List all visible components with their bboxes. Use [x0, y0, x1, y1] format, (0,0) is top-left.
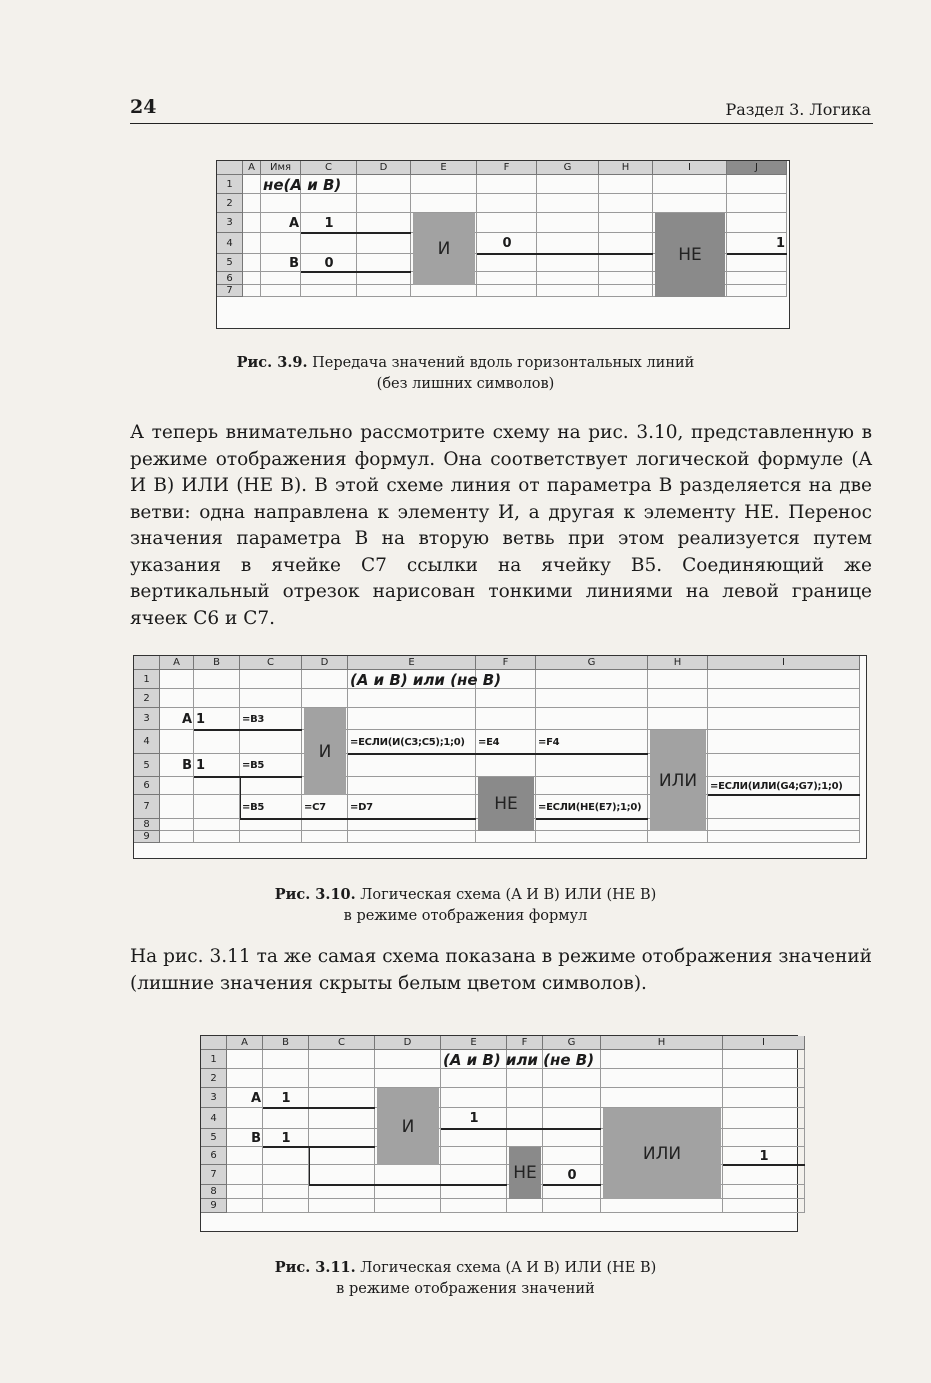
sheet-cell	[357, 194, 411, 213]
sheet-cell	[476, 831, 536, 843]
wire-line	[240, 777, 241, 819]
wire-line	[727, 253, 787, 255]
row-header: 9	[134, 831, 160, 843]
column-header: E	[348, 656, 476, 670]
figure-3-11-spreadsheet	[200, 1035, 798, 1232]
sheet-cell	[261, 272, 301, 285]
sheet-cell	[708, 831, 860, 843]
column-header: H	[601, 1036, 723, 1050]
column-header: I	[723, 1036, 805, 1050]
cell-f4: =E4	[478, 736, 500, 748]
row-header: 4	[217, 233, 243, 254]
sheet-cell	[727, 175, 787, 194]
column-header: A	[227, 1036, 263, 1050]
sheet-cell	[441, 1088, 507, 1108]
sheet-cell	[263, 1147, 309, 1165]
cell-e4: =ЕСЛИ(И(C3;C5);1;0)	[350, 736, 465, 748]
column-header: Имя	[261, 161, 301, 175]
value-a: 1	[196, 711, 206, 727]
column-header: F	[507, 1036, 543, 1050]
sheet-cell	[537, 233, 599, 254]
column-header: E	[441, 1036, 507, 1050]
sheet-cell	[309, 1050, 375, 1069]
sheet-cell	[727, 194, 787, 213]
sheet-cell	[261, 285, 301, 297]
column-header: G	[536, 656, 648, 670]
column-header: C	[309, 1036, 375, 1050]
sheet-cell	[536, 831, 648, 843]
row-header: 2	[217, 194, 243, 213]
row-header: 4	[201, 1108, 227, 1129]
sheet-cell	[441, 1199, 507, 1213]
sheet-cell	[348, 777, 476, 795]
sheet-cell	[601, 1088, 723, 1108]
sheet-cell	[227, 1185, 263, 1199]
caption-number: Рис. 3.10.	[274, 886, 356, 903]
sheet-corner	[201, 1036, 227, 1050]
sheet-cell	[648, 670, 708, 689]
cell-g4: =F4	[538, 736, 560, 748]
sheet-cell	[477, 254, 537, 272]
sheet-cell	[302, 689, 348, 708]
sheet-cell	[543, 1185, 601, 1199]
sheet-cell	[194, 777, 240, 795]
column-header: G	[543, 1036, 601, 1050]
sheet-cell	[375, 1069, 441, 1088]
sheet-cell	[507, 1088, 543, 1108]
sheet-corner	[217, 161, 243, 175]
sheet-cell	[357, 233, 411, 254]
sheet-cell	[263, 1185, 309, 1199]
row-header: 7	[201, 1165, 227, 1185]
label-b: В	[289, 255, 299, 271]
sheet-cell	[348, 754, 476, 777]
sheet-cell	[160, 831, 194, 843]
row-header: 7	[134, 795, 160, 819]
sheet-cell	[441, 1069, 507, 1088]
sheet-cell	[477, 194, 537, 213]
sheet-cell	[309, 1147, 375, 1165]
sheet-cell	[240, 819, 302, 831]
column-header: F	[476, 656, 536, 670]
sheet-cell	[240, 689, 302, 708]
sheet-cell	[543, 1199, 601, 1213]
sheet-cell	[160, 777, 194, 795]
wire-line	[194, 776, 302, 778]
sheet-cell	[302, 670, 348, 689]
sheet-cell	[301, 233, 357, 254]
row-header: 4	[134, 730, 160, 754]
wire-line	[309, 1147, 310, 1185]
sheet-cell	[537, 254, 599, 272]
sheet-cell	[309, 1069, 375, 1088]
label-b: В	[251, 1130, 261, 1146]
value-a: 1	[281, 1090, 291, 1106]
column-header: D	[375, 1036, 441, 1050]
wire-line	[348, 753, 648, 755]
gate-and: И	[377, 1088, 439, 1165]
sheet-cell	[309, 1129, 375, 1147]
column-header: C	[240, 656, 302, 670]
sheet-cell	[301, 272, 357, 285]
sheet-cell	[543, 1088, 601, 1108]
wire-line	[536, 818, 648, 820]
value-b: 1	[196, 758, 206, 773]
sheet-cell	[723, 1108, 805, 1129]
sheet-cell	[243, 194, 261, 213]
column-header: D	[302, 656, 348, 670]
sheet-cell	[302, 831, 348, 843]
row-header: 1	[217, 175, 243, 194]
section-title: Раздел 3. Логика	[725, 100, 871, 119]
sheet-cell	[543, 1108, 601, 1129]
column-header: A	[243, 161, 261, 175]
sheet-cell	[263, 1165, 309, 1185]
sheet-cell	[543, 1129, 601, 1147]
sheet-cell	[507, 1108, 543, 1129]
sheet-cell	[537, 213, 599, 233]
sheet-cell	[727, 213, 787, 233]
column-header: I	[708, 656, 860, 670]
sheet-cell	[601, 1050, 723, 1069]
column-header: H	[599, 161, 653, 175]
row-header: 3	[134, 708, 160, 730]
wire-line	[194, 729, 302, 731]
sheet-cell	[357, 254, 411, 272]
row-header: 7	[217, 285, 243, 297]
row-header: 8	[134, 819, 160, 831]
sheet-cell	[536, 754, 648, 777]
sheet-cell	[227, 1165, 263, 1185]
sheet-cell	[599, 175, 653, 194]
wire-line	[477, 253, 653, 255]
sheet-cell	[348, 831, 476, 843]
label-a: А	[288, 215, 299, 231]
sheet-cell	[599, 272, 653, 285]
sheet-cell	[727, 285, 787, 297]
gate-not: НЕ	[509, 1147, 541, 1199]
or-output: 1	[759, 1148, 769, 1164]
sheet-cell	[708, 670, 860, 689]
row-header: 5	[134, 754, 160, 777]
row-header: 2	[201, 1069, 227, 1088]
sheet-cell	[375, 1185, 441, 1199]
sheet-cell	[708, 754, 860, 777]
wire-line	[441, 1128, 601, 1130]
sheet-cell	[309, 1199, 375, 1213]
sheet-cell	[194, 795, 240, 819]
caption-number: Рис. 3.11.	[274, 1259, 356, 1276]
sheet-cell	[227, 1050, 263, 1069]
sheet-cell	[240, 777, 302, 795]
paragraph-1: А теперь внимательно рассмотрите схему на рис. 3.10, представленную в режиме отображения формул. Она соответствует логической формуле (A И B) ИЛИ (НЕ B). В этой схеме линия от параметра B разделяется на две ветви: одна направлена к элементу И, а другая к элементу НЕ. Перенос значения параметра B на вторую ветвь при этом реализуется путем указания в ячейке C7 ссылки на ячейку B5. Соединяющий же вертикальный отрезок нарисован тонкими линиями на левой границе ячеек C6 и C7.	[130, 422, 872, 629]
sheet-cell	[599, 233, 653, 254]
sheet-cell	[240, 670, 302, 689]
row-header: 6	[201, 1147, 227, 1165]
sheet-cell	[476, 754, 536, 777]
sheet-cell	[537, 272, 599, 285]
sheet-cell	[194, 831, 240, 843]
sheet-cell	[348, 708, 476, 730]
caption-number: Рис. 3.9.	[236, 354, 308, 371]
sheet-cell	[723, 1165, 805, 1185]
column-header: H	[648, 656, 708, 670]
gate-and: И	[413, 213, 475, 285]
sheet-cell	[476, 689, 536, 708]
sheet-cell	[227, 1069, 263, 1088]
sheet-cell	[160, 795, 194, 819]
sheet-cell	[240, 831, 302, 843]
sheet-cell	[441, 1165, 507, 1185]
sheet-cell	[723, 1129, 805, 1147]
sheet-cell	[357, 272, 411, 285]
wire-line	[723, 1164, 805, 1166]
sheet-cell	[601, 1199, 723, 1213]
wire-line	[301, 271, 411, 273]
gate-not: НЕ	[478, 777, 534, 831]
sheet-cell	[375, 1050, 441, 1069]
sheet-cell	[227, 1199, 263, 1213]
sheet-corner	[134, 656, 160, 670]
sheet-cell	[648, 831, 708, 843]
wire-line	[309, 1184, 507, 1186]
sheet-cell	[708, 689, 860, 708]
sheet-cell	[723, 1050, 805, 1069]
sheet-cell	[537, 194, 599, 213]
value-b: 0	[324, 255, 334, 271]
sheet-cell	[243, 175, 261, 194]
sheet-cell	[477, 213, 537, 233]
sheet-cell	[261, 194, 301, 213]
sheet-cell	[160, 730, 194, 754]
sheet-cell	[357, 213, 411, 233]
cell-c5: =B5	[242, 760, 265, 771]
label-b: В	[182, 758, 192, 773]
sheet-cell	[441, 1185, 507, 1199]
not-output: 1	[775, 236, 785, 251]
caption-text: Логическая схема (A И B) ИЛИ (НЕ B)	[360, 1260, 657, 1276]
row-header: 6	[134, 777, 160, 795]
column-header: F	[477, 161, 537, 175]
sheet-cell	[194, 670, 240, 689]
cell-c7: =B5	[242, 801, 265, 813]
sheet-cell	[727, 272, 787, 285]
sheet-cell	[357, 285, 411, 297]
sheet-cell	[301, 194, 357, 213]
paragraph-2: На рис. 3.11 та же самая схема показана в режиме отображения значений (лишние значения скрыты белым цветом символов).	[130, 946, 872, 994]
caption-text: Передача значений вдоль горизонтальных линий	[312, 355, 695, 371]
sheet-cell	[263, 1069, 309, 1088]
sheet-cell	[227, 1147, 263, 1165]
row-header: 5	[217, 254, 243, 272]
caption-3-9	[0, 352, 931, 395]
cell-d7: =C7	[304, 801, 326, 813]
header-rule	[130, 123, 873, 124]
sheet-cell	[536, 689, 648, 708]
sheet-cell	[723, 1088, 805, 1108]
sheet-cell	[243, 254, 261, 272]
caption-text-line2: в режиме отображения значений	[336, 1281, 595, 1297]
sheet-cell	[160, 670, 194, 689]
sheet-cell	[536, 777, 648, 795]
sheet-cell	[309, 1185, 375, 1199]
sheet-cell	[309, 1108, 375, 1129]
sheet-cell	[240, 730, 302, 754]
sheet-cell	[708, 730, 860, 754]
row-header: 6	[217, 272, 243, 285]
sheet-cell	[263, 1199, 309, 1213]
and-output: 1	[469, 1111, 479, 1126]
figure-title: (А и В) или (не В)	[443, 1050, 595, 1069]
sheet-cell	[243, 233, 261, 254]
wire-line	[708, 794, 860, 796]
sheet-cell	[653, 194, 727, 213]
sheet-cell	[261, 233, 301, 254]
column-header: B	[194, 656, 240, 670]
sheet-cell	[537, 175, 599, 194]
row-header: 9	[201, 1199, 227, 1213]
sheet-cell	[243, 213, 261, 233]
sheet-cell	[309, 1088, 375, 1108]
wire-line	[240, 818, 476, 820]
sheet-cell	[648, 689, 708, 708]
sheet-cell	[302, 819, 348, 831]
column-header: D	[357, 161, 411, 175]
gate-not: НЕ	[655, 213, 725, 297]
sheet-cell	[723, 1185, 805, 1199]
cell-g7: =ЕСЛИ(НЕ(E7);1;0)	[538, 801, 642, 813]
sheet-cell	[507, 1129, 543, 1147]
cell-e7: =D7	[350, 801, 373, 813]
sheet-cell	[348, 689, 476, 708]
column-header: E	[411, 161, 477, 175]
sheet-cell	[537, 285, 599, 297]
page-number: 24	[130, 96, 157, 118]
caption-text: Логическая схема (A И B) ИЛИ (НЕ B)	[360, 887, 657, 903]
sheet-cell	[653, 175, 727, 194]
row-header: 8	[201, 1185, 227, 1199]
row-header: 1	[201, 1050, 227, 1069]
sheet-cell	[507, 1199, 543, 1213]
sheet-cell	[441, 1147, 507, 1165]
gate-or: ИЛИ	[603, 1108, 721, 1199]
column-header: G	[537, 161, 599, 175]
row-header: 2	[134, 689, 160, 708]
sheet-cell	[723, 1069, 805, 1088]
wire-line	[543, 1184, 601, 1186]
sheet-cell	[599, 194, 653, 213]
gate-and: И	[304, 708, 346, 795]
figure-3-10-spreadsheet	[133, 655, 867, 859]
label-a: А	[181, 711, 192, 727]
sheet-cell	[543, 1147, 601, 1165]
wire-line	[263, 1107, 375, 1109]
sheet-cell	[160, 819, 194, 831]
value-a: 1	[324, 215, 334, 231]
figure-3-9-spreadsheet	[216, 160, 790, 329]
and-output: 0	[502, 236, 512, 251]
sheet-cell	[723, 1199, 805, 1213]
sheet-cell	[476, 708, 536, 730]
gate-or: ИЛИ	[650, 730, 706, 831]
sheet-cell	[477, 175, 537, 194]
sheet-cell	[194, 730, 240, 754]
column-header: B	[263, 1036, 309, 1050]
sheet-cell	[411, 285, 477, 297]
sheet-cell	[507, 1069, 543, 1088]
sheet-cell	[599, 213, 653, 233]
cell-i6: =ЕСЛИ(ИЛИ(G4;G7);1;0)	[710, 780, 843, 792]
column-header: I	[653, 161, 727, 175]
sheet-cell	[441, 1129, 507, 1147]
column-header: A	[160, 656, 194, 670]
caption-3-11	[0, 1257, 931, 1300]
caption-text-line2: в режиме отображения формул	[343, 908, 588, 924]
sheet-cell	[301, 285, 357, 297]
sheet-cell	[708, 819, 860, 831]
sheet-cell	[648, 708, 708, 730]
sheet-cell	[599, 254, 653, 272]
sheet-cell	[375, 1165, 441, 1185]
sheet-cell	[708, 708, 860, 730]
sheet-cell	[227, 1108, 263, 1129]
row-header: 3	[201, 1088, 227, 1108]
sheet-cell	[194, 819, 240, 831]
sheet-cell	[348, 819, 476, 831]
row-header: 1	[134, 670, 160, 689]
sheet-cell	[194, 689, 240, 708]
caption-text-line2: (без лишних символов)	[376, 376, 555, 392]
sheet-cell	[411, 194, 477, 213]
sheet-cell	[243, 285, 261, 297]
sheet-cell	[160, 689, 194, 708]
sheet-cell	[375, 1199, 441, 1213]
column-header: J	[727, 161, 787, 175]
figure-title: не(А и В)	[263, 175, 342, 194]
sheet-cell	[263, 1108, 309, 1129]
sheet-cell	[601, 1069, 723, 1088]
column-header: C	[301, 161, 357, 175]
cell-c3: =B3	[242, 713, 265, 725]
sheet-cell	[708, 795, 860, 819]
sheet-cell	[477, 272, 537, 285]
sheet-cell	[536, 708, 648, 730]
sheet-cell	[263, 1050, 309, 1069]
wire-line	[301, 232, 411, 234]
sheet-cell	[411, 175, 477, 194]
sheet-cell	[727, 254, 787, 272]
value-b: 1	[281, 1130, 291, 1146]
row-header: 5	[201, 1129, 227, 1147]
wire-line	[263, 1146, 375, 1148]
not-output: 0	[567, 1167, 577, 1183]
sheet-cell	[536, 819, 648, 831]
sheet-cell	[477, 285, 537, 297]
sheet-cell	[536, 670, 648, 689]
row-header: 3	[217, 213, 243, 233]
sheet-cell	[599, 285, 653, 297]
figure-title: (А и В) или (не В)	[350, 670, 502, 689]
sheet-cell	[243, 272, 261, 285]
caption-3-10	[0, 884, 931, 927]
sheet-cell	[309, 1165, 375, 1185]
sheet-cell	[543, 1069, 601, 1088]
label-a: А	[250, 1090, 261, 1106]
